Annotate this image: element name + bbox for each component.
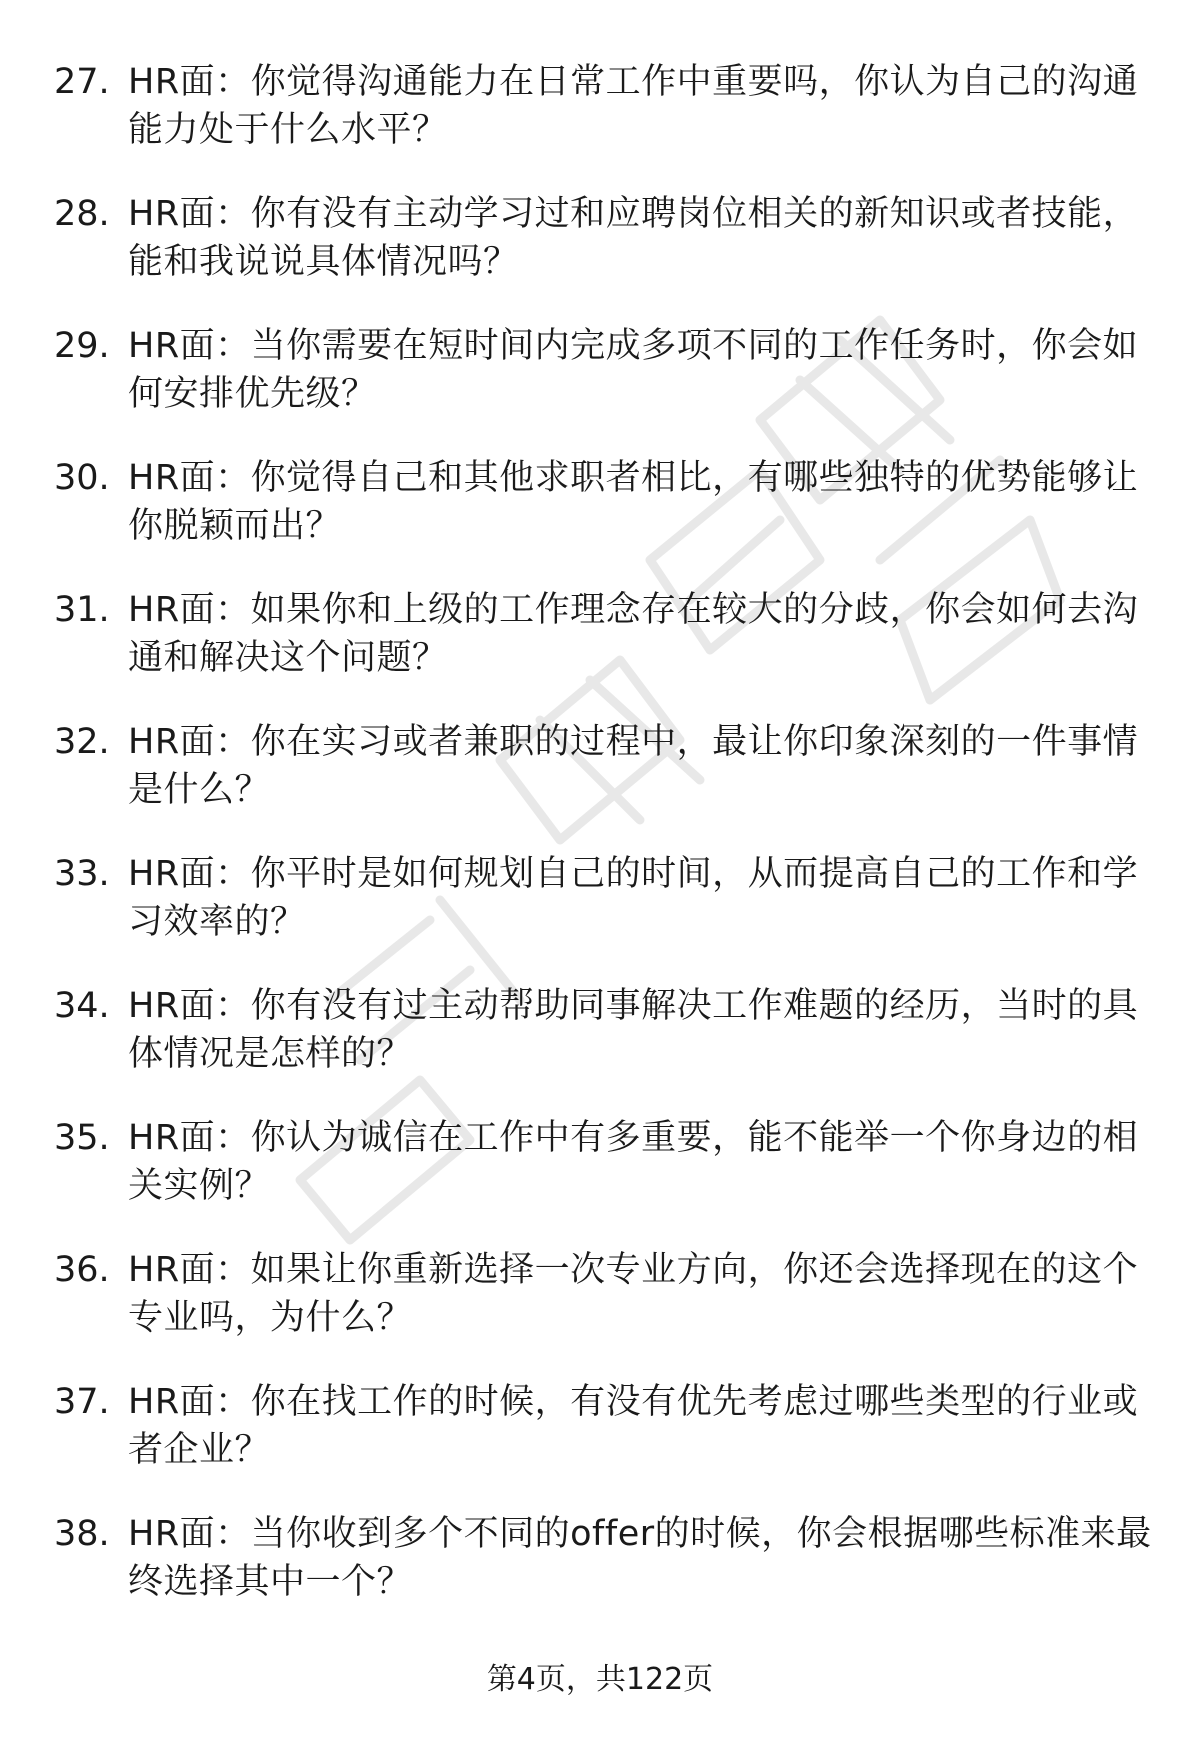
list-item (0, 454, 1200, 586)
question-number: 35. (54, 1118, 110, 1158)
list-item (0, 850, 1200, 982)
list-item (0, 1510, 1200, 1642)
question-text: HR面：你平时是如何规划自己的时间，从而提高自己的工作和学习效率的？ (128, 854, 1139, 942)
list-item (0, 1114, 1200, 1246)
question-number: 31. (54, 590, 110, 630)
list-item (0, 1246, 1200, 1378)
question-number: 36. (54, 1250, 110, 1290)
question-number: 34. (54, 986, 110, 1026)
question-text: HR面：如果让你重新选择一次专业方向，你还会选择现在的这个专业吗，为什么？ (128, 1250, 1139, 1338)
question-text: HR面：如果你和上级的工作理念存在较大的分歧，你会如何去沟通和解决这个问题？ (128, 590, 1139, 678)
question-text: HR面：当你收到多个不同的offer的时候，你会根据哪些标准来最终选择其中一个？ (128, 1514, 1152, 1602)
question-text: HR面：你在找工作的时候，有没有优先考虑过哪些类型的行业或者企业？ (128, 1382, 1139, 1470)
list-item (0, 586, 1200, 718)
question-number: 38. (54, 1514, 110, 1554)
question-text: HR面：你有没有过主动帮助同事解决工作难题的经历，当时的具体情况是怎样的？ (128, 986, 1139, 1074)
question-number: 27. (54, 62, 110, 102)
list-item (0, 322, 1200, 454)
list-item (0, 1378, 1200, 1510)
list-item (0, 58, 1200, 190)
list-item (0, 190, 1200, 322)
question-number: 30. (54, 458, 110, 498)
question-number: 32. (54, 722, 110, 762)
question-number: 33. (54, 854, 110, 894)
question-text: HR面：你觉得沟通能力在日常工作中重要吗，你认为自己的沟通能力处于什么水平？ (128, 62, 1139, 150)
question-text: HR面：当你需要在短时间内完成多项不同的工作任务时，你会如何安排优先级？ (128, 326, 1139, 414)
question-text: HR面：你认为诚信在工作中有多重要，能不能举一个你身边的相关实例？ (128, 1118, 1139, 1206)
question-number: 29. (54, 326, 110, 366)
page-footer (0, 1660, 1200, 1700)
question-number: 28. (54, 194, 110, 234)
question-text: HR面：你有没有主动学习过和应聘岗位相关的新知识或者技能，能和我说说具体情况吗？ (128, 194, 1139, 282)
question-text: HR面：你觉得自己和其他求职者相比，有哪些独特的优势能够让你脱颖而出？ (128, 458, 1139, 546)
question-text: HR面：你在实习或者兼职的过程中，最让你印象深刻的一件事情是什么？ (128, 722, 1139, 810)
question-number: 37. (54, 1382, 110, 1422)
page-number-label: 第4页，共122页 (486, 1662, 714, 1697)
question-list (0, 58, 1200, 1642)
list-item (0, 718, 1200, 850)
list-item (0, 982, 1200, 1114)
